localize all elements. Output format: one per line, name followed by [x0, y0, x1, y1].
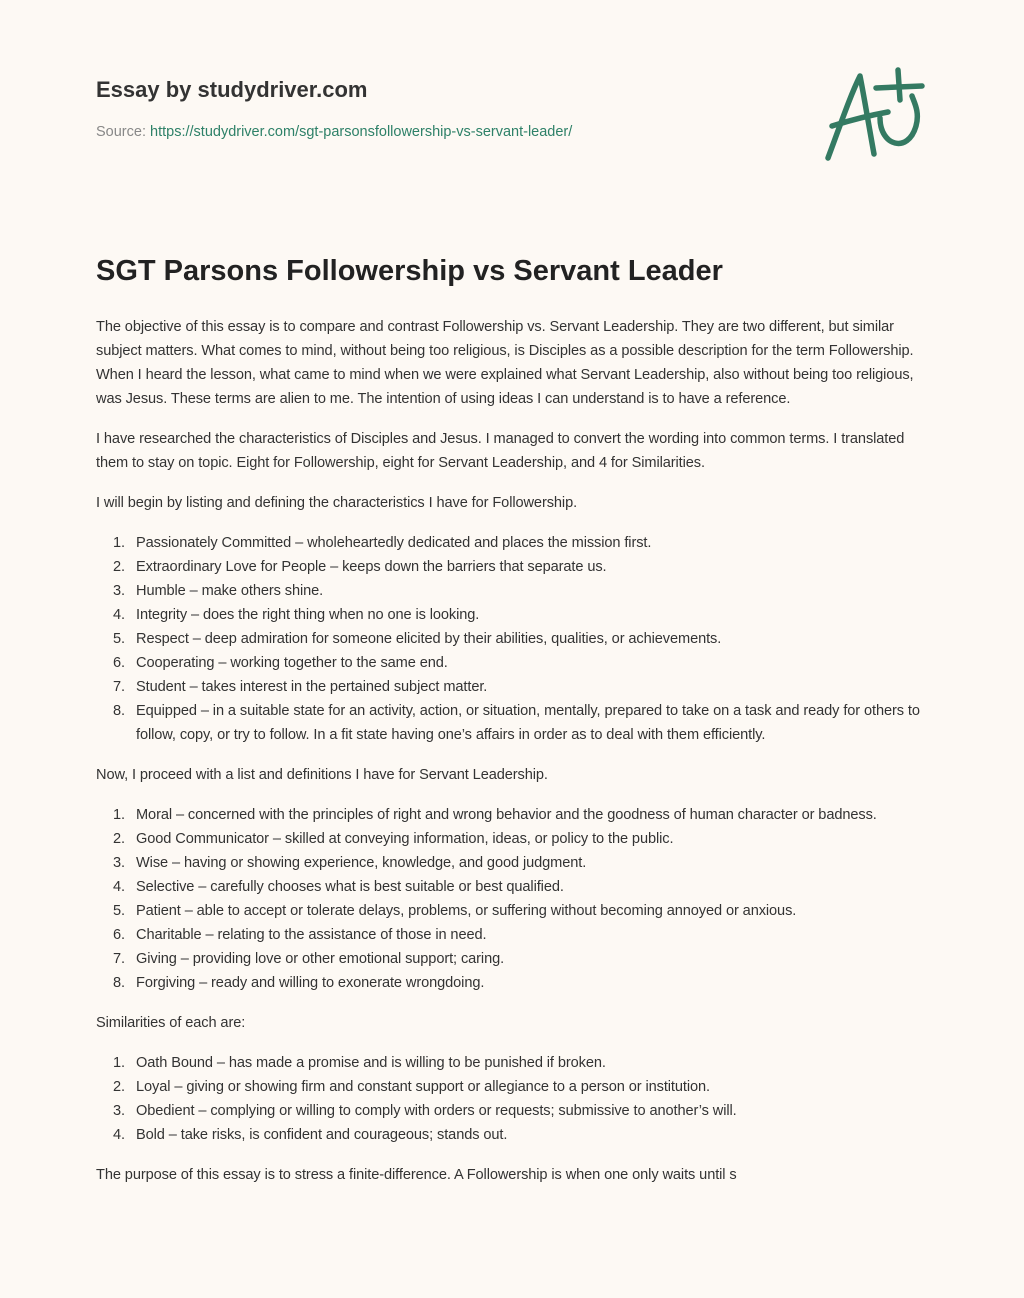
site-title: Essay by studydriver.com	[96, 77, 368, 102]
list-item	[96, 899, 928, 923]
list-number: 5.	[113, 903, 125, 919]
list-number: 2.	[113, 1079, 125, 1095]
list-item	[96, 627, 928, 651]
list-item	[96, 803, 928, 827]
list-text: Equipped – in a suitable state for an activity, action, or situation, mentally, prepared to take on a task and ready for others to follow, copy, or try to follow. In a fit state having one’s affairs in order as to deal with them efficiently.	[136, 703, 920, 743]
source-label: Source:	[96, 124, 146, 140]
list-item	[96, 1075, 928, 1099]
list-number: 3.	[113, 855, 125, 871]
list-text: Respect – deep admiration for someone elicited by their abilities, qualities, or achievements.	[136, 631, 722, 647]
list-item	[96, 923, 928, 947]
list-number: 5.	[113, 631, 125, 647]
paragraph: Similarities of each are:	[96, 1015, 246, 1031]
paragraph: I will begin by listing and defining the characteristics I have for Followership.	[96, 495, 578, 511]
list-item	[96, 1051, 928, 1075]
list-text: Selective – carefully chooses what is best suitable or best qualified.	[136, 879, 564, 895]
list-number: 7.	[113, 679, 125, 695]
list-number: 6.	[113, 655, 125, 671]
list-item	[96, 1123, 928, 1147]
list-text: Good Communicator – skilled at conveying information, ideas, or policy to the public.	[136, 831, 674, 847]
paragraph: The objective of this essay is to compare and contrast Followership vs. Servant Leadership. They are two different, but similar subject matters. What comes to mind, without being too religious, is Disciples as a possible description for the term Followership. When I heard the lesson, what came to mind when we were explained what Servant Leadership, also without being too religious, was Jesus. These terms are alien to me. The intention of using ideas I can understand is to have a reference.	[96, 319, 914, 407]
source-link[interactable]: https://studydriver.com/sgt-parsonsfollowership-vs-servant-leader/	[150, 124, 573, 140]
paragraph: Now, I proceed with a list and definitions I have for Servant Leadership.	[96, 767, 548, 783]
list-text: Integrity – does the right thing when no one is looking.	[136, 607, 480, 623]
paragraph: The purpose of this essay is to stress a finite-difference. A Followership is when one only waits until s	[96, 1167, 737, 1183]
servant-leadership-list	[96, 803, 928, 995]
list-item	[96, 675, 928, 699]
list-text: Bold – take risks, is confident and courageous; stands out.	[136, 1127, 508, 1143]
list-text: Patient – able to accept or tolerate delays, problems, or suffering without becoming annoyed or anxious.	[136, 903, 797, 919]
list-text: Wise – having or showing experience, knowledge, and good judgment.	[136, 855, 587, 871]
a-plus-logo-icon	[818, 66, 928, 166]
list-text: Passionately Committed – wholeheartedly dedicated and places the mission first.	[136, 535, 652, 551]
list-item	[96, 699, 928, 747]
list-item	[96, 875, 928, 899]
list-item	[96, 555, 928, 579]
list-number: 2.	[113, 831, 125, 847]
list-item	[96, 651, 928, 675]
paragraph: I have researched the characteristics of Disciples and Jesus. I managed to convert the wording into common terms. I translated them to stay on topic. Eight for Followership, eight for Servant Leadership, and 4 for Similarities.	[96, 431, 905, 471]
list-number: 2.	[113, 559, 125, 575]
list-item	[96, 1099, 928, 1123]
list-text: Loyal – giving or showing firm and constant support or allegiance to a person or institution.	[136, 1079, 710, 1095]
list-item	[96, 851, 928, 875]
list-item	[96, 947, 928, 971]
list-text: Cooperating – working together to the same end.	[136, 655, 448, 671]
list-text: Obedient – complying or willing to comply with orders or requests; submissive to another’s will.	[136, 1103, 737, 1119]
list-item	[96, 971, 928, 995]
list-number: 4.	[113, 1127, 125, 1143]
list-text: Oath Bound – has made a promise and is willing to be punished if broken.	[136, 1055, 606, 1071]
list-item	[96, 603, 928, 627]
list-number: 8.	[113, 975, 125, 991]
list-text: Student – takes interest in the pertained subject matter.	[136, 679, 488, 695]
list-text: Charitable – relating to the assistance of those in need.	[136, 927, 487, 943]
list-number: 6.	[113, 927, 125, 943]
similarities-list	[96, 1051, 928, 1147]
list-text: Giving – providing love or other emotional support; caring.	[136, 951, 505, 967]
essay-body	[96, 315, 928, 1203]
list-text: Moral – concerned with the principles of right and wrong behavior and the goodness of human character or badness.	[136, 807, 877, 823]
list-item	[96, 827, 928, 851]
source-line	[96, 124, 572, 140]
list-number: 8.	[113, 703, 125, 719]
list-number: 1.	[113, 807, 125, 823]
essay-title: SGT Parsons Followership vs Servant Leader	[96, 255, 723, 287]
list-number: 4.	[113, 607, 125, 623]
list-number: 3.	[113, 583, 125, 599]
list-number: 3.	[113, 1103, 125, 1119]
list-number: 1.	[113, 535, 125, 551]
list-text: Extraordinary Love for People – keeps down the barriers that separate us.	[136, 559, 607, 575]
list-text: Forgiving – ready and willing to exonerate wrongdoing.	[136, 975, 485, 991]
list-number: 1.	[113, 1055, 125, 1071]
list-number: 4.	[113, 879, 125, 895]
list-number: 7.	[113, 951, 125, 967]
list-item	[96, 531, 928, 555]
list-item	[96, 579, 928, 603]
list-text: Humble – make others shine.	[136, 583, 324, 599]
followership-list	[96, 531, 928, 747]
